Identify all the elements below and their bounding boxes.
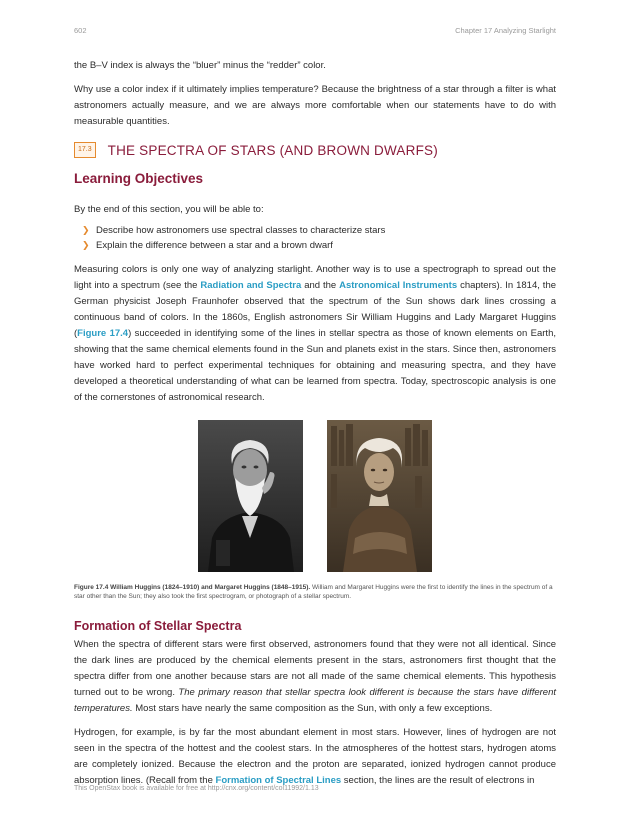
body-paragraph-spectra [74,262,556,406]
text-run: When the spectra of different stars were first observed, astronomers found that they were not all identical. Since the dark lines are produced by the chemical elements present in the stars, astronomers first thought that the spectra differ from one another because stars are not all made of the same chemical elements. This hypothesis turned out to be wrong. [74,639,556,698]
chapter-header: Chapter 17 Analyzing Starlight [455,26,556,35]
subsection-title: Formation of Stellar Spectra [74,619,242,633]
section-number-badge: 17.3 [74,142,96,158]
photo-william-huggins [198,420,303,572]
chevron-right-icon: ❯ [82,240,90,250]
text-run: ) succeeded in identifying some of the lines in stellar spectra as those of known elements on Earth, showing that the same chemical elements found in the Sun and planets exist in the stars. Since then, astronomers have worked hard to perfect experimental techniques for obtaining and measuring spectra, and they have developed a theoretical understanding of what can be learned from spectra. Today, spectroscopic analysis is one of the cornerstones of astronomical research. [74,328,556,403]
learning-objectives-title: Learning Objectives [74,171,204,186]
formation-paragraph-1 [74,637,556,717]
section-heading [74,139,556,161]
objectives-list [74,223,556,253]
objective-text: Explain the difference between a star and a brown dwarf [96,240,333,251]
text-run: Hydrogen, for example, is by far the most abundant element in most stars. However, lines of hydrogen are not seen in the spectra of the hottest and the coolest stars. In the atmospheres of the hottest stars, hydrogen atoms are completely ionized. Because the electron and the proton are separated, ionized hydrogen cannot produce absorption lines. (Recall from the [74,727,556,786]
figure-caption [74,584,556,601]
text-run: Most stars have nearly the same composition as the Sun, with only a few exceptions. [132,703,493,714]
figure-caption-label: Figure 17.4 William Huggins (1824–1910) and Margaret Huggins (1848–1915). [74,584,311,591]
link-radiation-and-spectra[interactable]: Radiation and Spectra [200,280,302,291]
text-run: chapters). In 1814, the German physicist Joseph Fraunhofer observed that the spectrum of the Sun shows dark lines crossing a continuous band of colors. In the 1860s, English astronomers Sir William Huggins and Lady Margaret Huggins ( [74,280,557,339]
list-item [74,238,556,253]
link-formation-of-spectral-lines[interactable]: Formation of Spectral Lines [215,775,342,786]
objectives-intro: By the end of this section, you will be able to: [74,204,264,215]
emphasized-text: The primary reason that stellar spectra look different is because the stars have different temperatures. [74,687,556,714]
text-run: and the [301,280,340,291]
page-content [74,58,556,789]
text-run: section, the lines are the result of electrons in [341,775,535,786]
link-astronomical-instruments[interactable]: Astronomical Instruments [339,280,458,291]
text-run: Measuring colors is only one way of analyzing starlight. Another way is to use a spectrograph to spread out the light into a spectrum (see the [74,264,556,291]
intro-paragraph-1: the B–V index is always the “bluer” minus the “redder” color. [74,60,326,71]
figure-caption-text: William and Margaret Huggins were the first to identify the lines in the spectrum of a star other than the Sun; they also took the first spectrogram, or photograph of a stellar spectrum. [74,584,553,600]
section-title: THE SPECTRA OF STARS (AND BROWN DWARFS) [107,142,438,158]
page-number: 602 [74,26,87,35]
list-item [74,223,556,238]
chevron-right-icon: ❯ [82,225,90,235]
intro-paragraph-2: Why use a color index if it ultimately implies temperature? Because the brightness of a star through a filter is what astronomers actually measure, and we are always more comfortable when our statements have to do with measurable quantities. [74,84,556,127]
photo-margaret-huggins [327,420,432,572]
link-figure-17-4[interactable]: Figure 17.4 [77,328,129,339]
footer-text: This OpenStax book is available for free at http://cnx.org/content/col11992/1.13 [74,785,319,792]
formation-paragraph-2 [74,725,556,789]
figure-17-4 [74,420,556,572]
objective-text: Describe how astronomers use spectral classes to characterize stars [96,225,386,236]
